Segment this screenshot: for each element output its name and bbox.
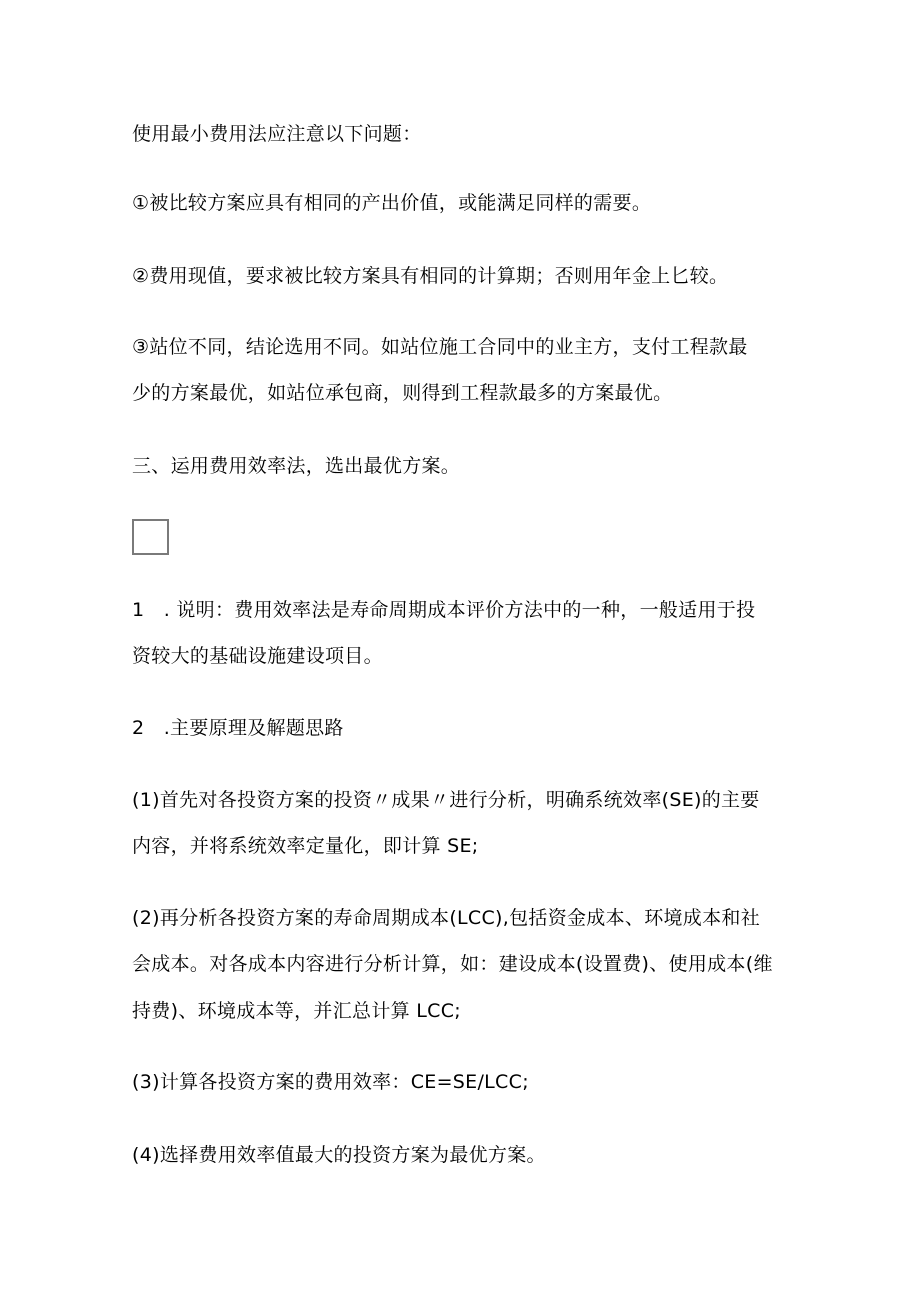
intro-text: 使用最小费用法应注意以下问题： — [132, 123, 422, 145]
empty-image-placeholder — [132, 519, 169, 555]
note-3-line-1: ③站位不同，结论选用不同。如站位施工合同中的业主方，支付工程款最 — [132, 336, 748, 358]
step-2-line-2: 会成本。对各成本内容进行分析计算，如：建设成本(设置费)、使用成本(维 — [132, 953, 773, 975]
item-1-line-2: 资较大的基础设施建设项目。 — [132, 645, 383, 667]
step-4: (4)选择费用效率值最大的投资方案为最优方案。 — [132, 1144, 546, 1166]
section-3-heading: 三、运用费用效率法，选出最优方案。 — [132, 455, 461, 477]
step-1-line-1: (1)首先对各投资方案的投资〃成果〃进行分析，明确系统效率(SE)的主要 — [132, 789, 760, 811]
item-2-heading: 2 .主要原理及解题思路 — [132, 717, 344, 739]
note-2: ②费用现值，要求被比较方案具有相同的计算期；否则用年金上匕较。 — [132, 265, 729, 287]
item-1-line-1: 1 . 说明：费用效率法是寿命周期成本评价方法中的一种，一般适用于投 — [132, 599, 756, 621]
note-1: ①被比较方案应具有相同的产出价值，或能满足同样的需要。 — [132, 192, 652, 214]
step-3: (3)计算各投资方案的费用效率：CE=SE/LCC; — [132, 1071, 529, 1093]
step-2-line-3: 持费)、环境成本等，并汇总计算 LCC; — [132, 1000, 461, 1022]
note-3-line-2: 少的方案最优，如站位承包商，则得到工程款最多的方案最优。 — [132, 382, 673, 404]
step-1-line-2: 内容，并将系统效率定量化，即计算 SE; — [132, 835, 479, 857]
step-2-line-1: (2)再分析各投资方案的寿命周期成本(LCC),包括资金成本、环境成本和社 — [132, 907, 760, 929]
